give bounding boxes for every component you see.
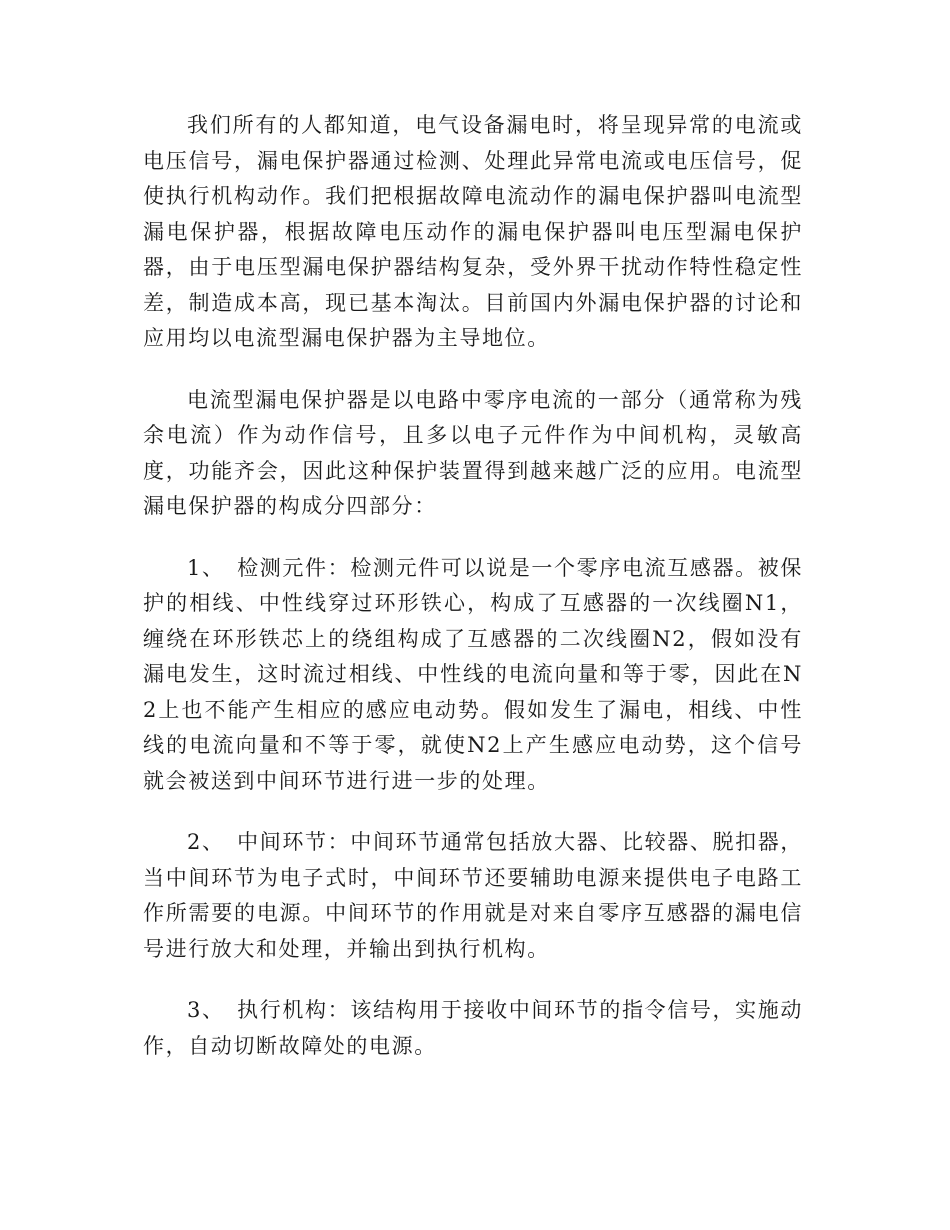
paragraph-text: 检测元件：检测元件可以说是一个零序电流互感器。被保护的相线、中性线穿过环形铁心，构成了互感器的一次线圈N1，缠绕在环形铁芯上的绕组构成了互感器的二次线圈N2，假如没有漏电发生，这时流过相线、中性线的电流向量和等于零，因此在N2上也不能产生相应的感应电动势。假如发生了漏电，相线、中性线的电流向量和不等于零，就使N2上产生感应电动势，这个信号就会被送到中间环节进行进一步的处理。	[143, 555, 803, 793]
paragraph-actuator	[143, 993, 803, 1064]
paragraph-text: 中间环节：中间环节通常包括放大器、比较器、脱扣器，当中间环节为电子式时，中间环节还要辅助电源来提供电子电路工作所需要的电源。中间环节的作用就是对来自零序互感器的漏电信号进行放大和处理，并输出到执行机构。	[143, 830, 803, 961]
list-number: 1、	[187, 555, 225, 580]
list-number: 2、	[187, 830, 225, 854]
paragraph-intro	[143, 108, 803, 357]
paragraph-intermediate-stage	[143, 825, 803, 967]
list-number: 3、	[187, 998, 225, 1022]
paragraph-text: 电流型漏电保护器是以电路中零序电流的一部分（通常称为残余电流）作为动作信号，且多以电子元件作为中间机构，灵敏高度，功能齐会，因此这种保护装置得到越来越广泛的应用。电流型漏电保护器的构成分四部分：	[143, 387, 803, 518]
paragraph-text: 执行机构：该结构用于接收中间环节的指令信号，实施动作，自动切断故障处的电源。	[143, 998, 803, 1058]
paragraph-text: 我们所有的人都知道，电气设备漏电时，将呈现异常的电流或电压信号，漏电保护器通过检测、处理此异常电流或电压信号，促使执行机构动作。我们把根据故障电流动作的漏电保护器叫电流型漏电保护器，根据故障电压动作的漏电保护器叫电压型漏电保护器，由于电压型漏电保护器结构复杂，受外界干扰动作特性稳定性差，制造成本高，现已基本淘汰。目前国内外漏电保护器的讨论和应用均以电流型漏电保护器为主导地位。	[143, 113, 803, 350]
paragraph-current-type	[143, 383, 803, 525]
paragraph-detection-element	[143, 551, 803, 800]
document-page	[143, 108, 803, 1090]
